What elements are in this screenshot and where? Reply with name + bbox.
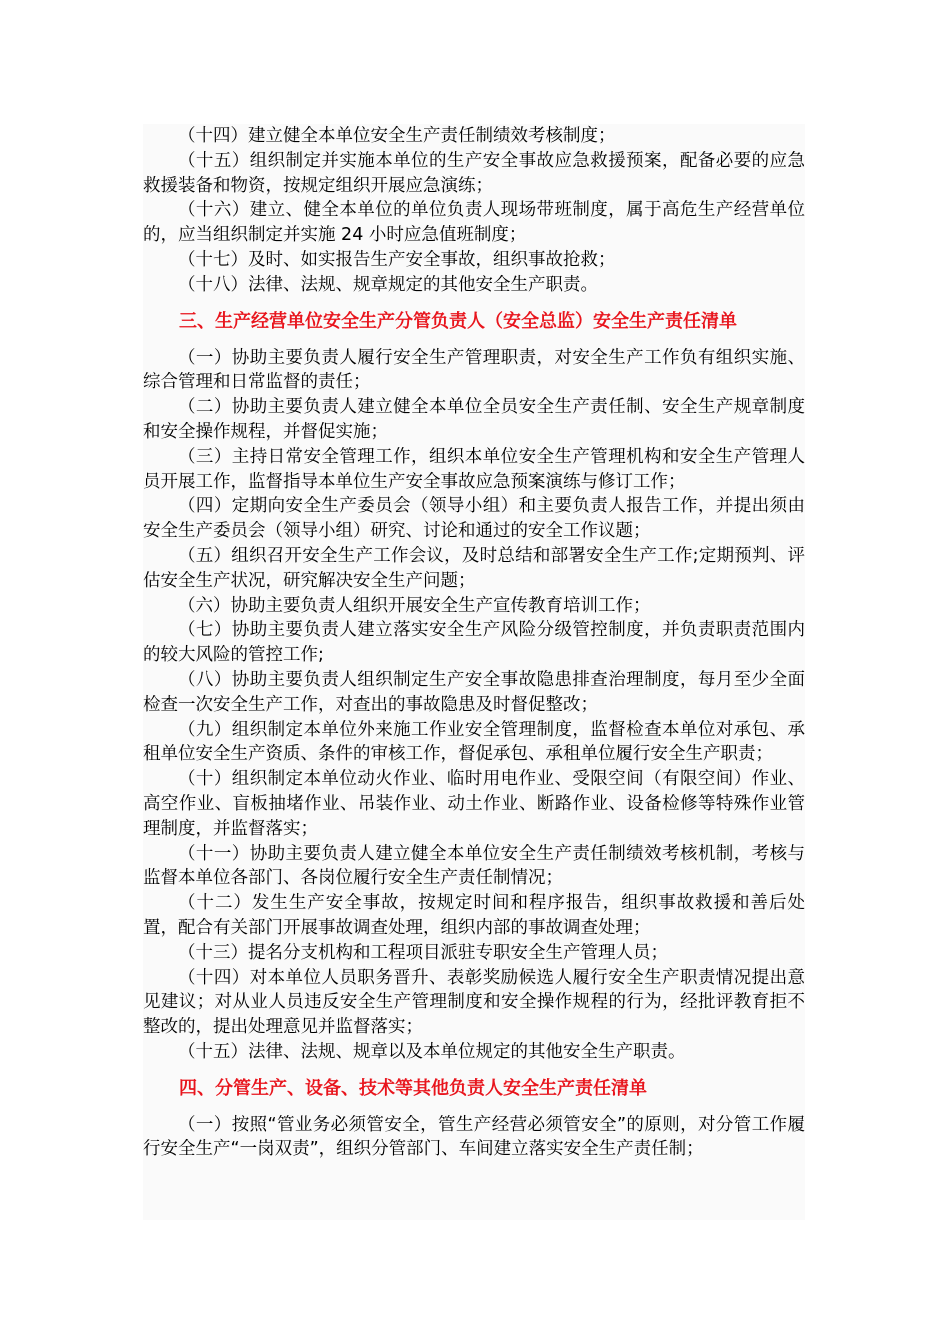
paragraph: （十）组织制定本单位动火作业、临时用电作业、受限空间（有限空间）作业、高空作业、盲板抽堵作业、吊装作业、动土作业、断路作业、设备检修等特殊作业管理制度，并监督落实；: [143, 769, 805, 839]
paragraph: （二）协助主要负责人建立健全本单位全员安全生产责任制、安全生产规章制度和安全操作规程，并督促实施；: [143, 397, 805, 442]
paragraph: （九）组织制定本单位外来施工作业安全管理制度，监督检查本单位对承包、承租单位安全生产资质、条件的审核工作，督促承包、承租单位履行安全生产职责；: [143, 719, 805, 765]
paragraph: （八）协助主要负责人组织制定生产安全事故隐患排查治理制度，每月至少全面检查一次安全生产工作，对查出的事故隐患及时督促整改；: [143, 669, 805, 715]
paragraph: （五）组织召开安全生产工作会议，及时总结和部署安全生产工作;定期预判、评估安全生产状况，研究解决安全生产问题；: [143, 545, 805, 591]
paragraph: （十四）建立健全本单位安全生产责任制绩效考核制度；: [178, 126, 616, 146]
paragraph: （十七）及时、如实报告生产安全事故，组织事故抢救；: [178, 249, 616, 270]
paragraph: （十三）提名分支机构和工程项目派驻专职安全生产管理人员；: [178, 942, 668, 963]
paragraph: （十四）对本单位人员职务晋升、表彰奖励候选人履行安全生产职责情况提出意见建议；对从业人员违反安全生产管理制度和安全操作规程的行为，经批评教育拒不整改的，提出处理意见并监督落实；: [143, 967, 805, 1038]
paragraph: （六）协助主要负责人组织开展安全生产宣传教育培训工作；: [178, 595, 651, 616]
paragraph: （十八）法律、法规、规章规定的其他安全生产职责。: [178, 274, 598, 295]
paragraph: （四）定期向安全生产委员会（领导小组）和主要负责人报告工作，并提出须由安全生产委员会（领导小组）研究、讨论和通过的安全工作议题；: [143, 496, 805, 542]
paragraph: （一）按照“管业务必须管安全，管生产经营必须管安全”的原则，对分管工作履行安全生产“一岗双责”，组织分管部门、车间建立落实安全生产责任制；: [143, 1114, 805, 1160]
paragraph: （十五）组织制定并实施本单位的生产安全事故应急救援预案，配备必要的应急救援装备和物资，按规定组织开展应急演练；: [143, 150, 805, 196]
document-body: [143, 124, 805, 1220]
paragraph: （十二）发生生产安全事故，按规定时间和程序报告，组织事故救援和善后处置，配合有关部门开展事故调查处理，组织内部的事故调查处理；: [143, 893, 805, 938]
paragraph: （七）协助主要负责人建立落实安全生产风险分级管控制度，并负责职责范围内的较大风险的管控工作;: [143, 620, 805, 666]
section-heading: 四、分管生产、设备、技术等其他负责人安全生产责任清单: [179, 1077, 647, 1099]
paragraph: （十六）建立、健全本单位的单位负责人现场带班制度，属于高危生产经营单位的，应当组织制定并实施 24 小时应急值班制度；: [143, 200, 805, 246]
section-heading: 三、生产经营单位安全生产分管负责人（安全总监）安全生产责任清单: [179, 310, 737, 332]
paragraph: （一）协助主要负责人履行安全生产管理职责，对安全生产工作负有组织实施、综合管理和日常监督的责任；: [143, 347, 805, 393]
paragraph: （十一）协助主要负责人建立健全本单位安全生产责任制绩效考核机制，考核与监督本单位各部门、各岗位履行安全生产责任制情况；: [143, 843, 805, 889]
paragraph: （三）主持日常安全管理工作，组织本单位安全生产管理机构和安全生产管理人员开展工作，监督指导本单位生产安全事故应急预案演练与修订工作；: [143, 446, 805, 492]
paragraph: （十五）法律、法规、规章以及本单位规定的其他安全生产职责。: [178, 1041, 686, 1062]
